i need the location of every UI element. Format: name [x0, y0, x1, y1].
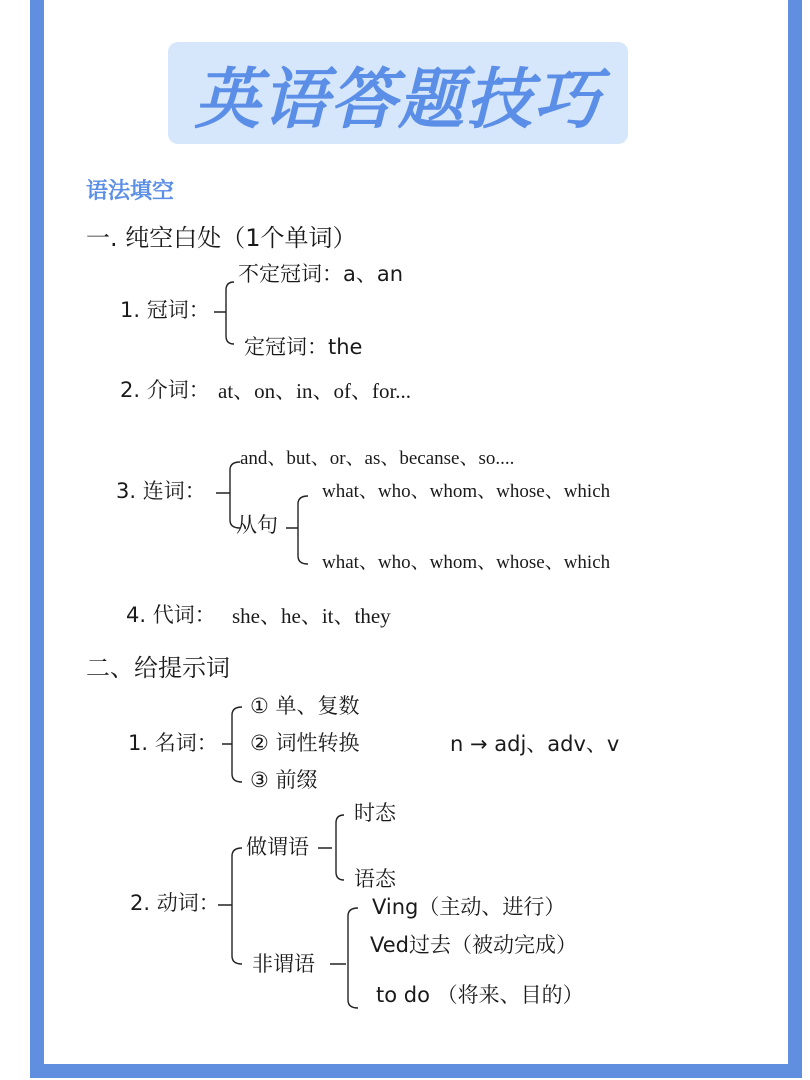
part1-heading: 一. 纯空白处（1个单词） — [86, 224, 357, 252]
page-title: 英语答题技巧 — [194, 60, 602, 138]
ving-label: Ving（主动、进行） — [372, 895, 566, 919]
articles-label: 1. 冠词： — [120, 298, 210, 322]
verbs-label: 2. 动词： — [130, 891, 220, 915]
nouns-label: 1. 名词： — [128, 731, 218, 755]
clause-words-a: what、who、whom、whose、which — [322, 481, 611, 502]
clause-label: 从句 — [236, 513, 278, 537]
pronouns-items: she、he、it、they — [232, 604, 391, 628]
ved-label: Ved过去（被动完成） — [370, 933, 577, 957]
prepositions-items: at、on、in、of、for... — [218, 379, 412, 403]
clause-bracket — [286, 496, 308, 564]
conjunctions-label: 3. 连词： — [116, 479, 206, 503]
non-predicate-label: 非谓语 — [252, 952, 315, 976]
pronouns-label: 4. 代词： — [126, 603, 216, 627]
indefinite-article: 不定冠词：a、an — [238, 262, 404, 286]
todo-label: to do （将来、目的） — [376, 983, 584, 1007]
voice-label: 语态 — [354, 867, 396, 891]
nouns-bracket — [222, 707, 242, 782]
conjunctions-bracket — [216, 462, 240, 528]
tense-label: 时态 — [354, 801, 396, 825]
verbs-bracket — [218, 848, 242, 964]
coordinating-conjunctions: and、but、or、as、becanse、so.... — [240, 448, 515, 469]
predicate-label: 做谓语 — [246, 835, 309, 859]
part2-heading: 二、给提示词 — [86, 654, 230, 682]
noun-conversion-arrow: n → adj、adv、v — [450, 732, 620, 756]
noun-rule-conversion: ② 词性转换 — [250, 731, 360, 755]
noun-rule-plural: ① 单、复数 — [250, 694, 360, 718]
definite-article: 定冠词：the — [244, 335, 363, 359]
noun-rule-prefix: ③ 前缀 — [250, 768, 318, 792]
clause-words-b: what、who、whom、whose、which — [322, 552, 611, 573]
non-predicate-bracket — [330, 908, 358, 1008]
predicate-bracket — [318, 815, 344, 880]
prepositions-label: 2. 介词： — [120, 378, 210, 402]
articles-bracket — [214, 282, 234, 344]
section-heading: 语法填空 — [86, 179, 175, 204]
